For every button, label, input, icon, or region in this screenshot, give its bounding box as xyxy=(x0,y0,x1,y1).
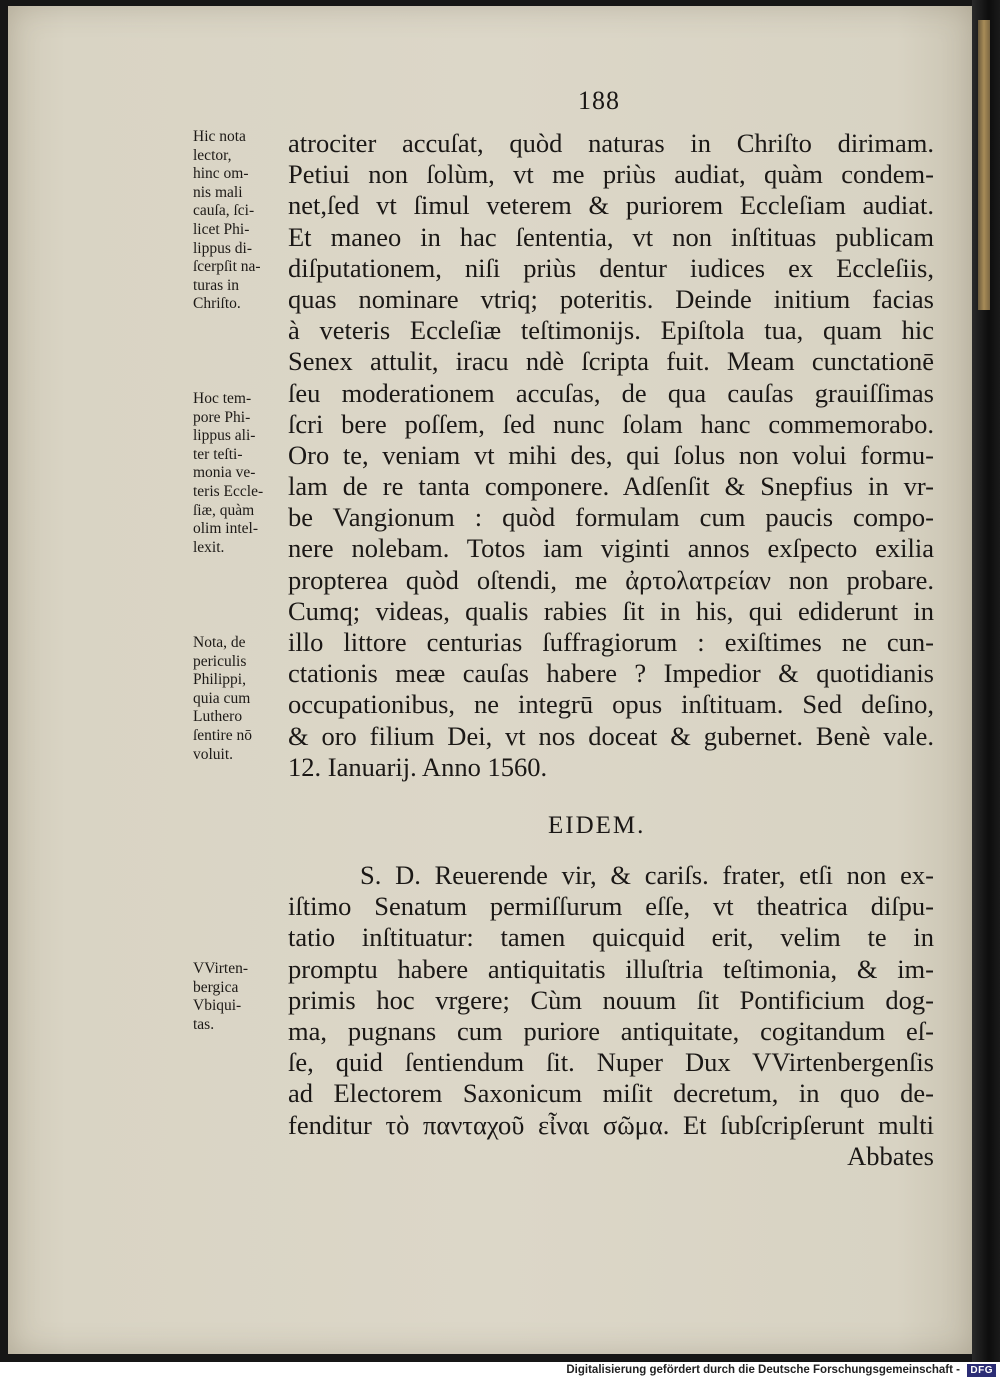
text-line: Oro te, veniam vt mihi des, qui ſolus non volui formu- xyxy=(288,439,934,470)
margin-note-line: Vbiqui- xyxy=(193,997,242,1015)
margin-note-line: periculis xyxy=(193,652,247,670)
text-line: atrociter accuſat, quòd naturas in Chriſto dirimam. xyxy=(288,128,934,158)
margin-note-line: cauſa, ſci- xyxy=(193,202,255,220)
text-line: ſeu moderationem accuſas, de qua cauſas grauiſſimas xyxy=(288,377,934,408)
text-line: diſputationem, niſi priùs dentur iudices ex Eccleſiis, xyxy=(288,252,934,283)
text-line: Cumq; videas, qualis rabies ſit in his, qui ediderunt in xyxy=(288,595,934,626)
margin-note-line: Nota, de xyxy=(193,634,246,651)
text-line: primis hoc vrgere; Cùm nouum ſit Pontificium dog- xyxy=(288,984,934,1015)
margin-note xyxy=(193,390,287,557)
text-line: 12. Ianuarij. Anno 1560. xyxy=(288,751,548,782)
margin-note-line: monia ve- xyxy=(193,464,256,482)
letter-body xyxy=(288,128,934,783)
text-line: & oro filium Dei, vt nos doceat & gubernet. Benè vale. xyxy=(288,720,934,751)
margin-note-line: ſentire nō xyxy=(193,726,252,744)
margin-note-line: lippus ali- xyxy=(193,427,256,445)
margin-note-line: teris Eccle- xyxy=(193,482,264,500)
text-line: illo littore centurias ſuffragiorum : exiſtimes ne cun- xyxy=(288,627,934,657)
margin-note-line: Philippi, xyxy=(193,671,246,689)
letter-body-second xyxy=(288,860,934,1141)
text-line: Senex attulit, iracu ndè ſcripta fuit. Meam cunctationē xyxy=(288,346,934,377)
margin-note xyxy=(193,960,287,1034)
footer-credit: Digitalisierung gefördert durch die Deutsche Forschungsgemeinschaft - xyxy=(566,1364,960,1376)
margin-note-line: bergica xyxy=(193,978,239,996)
text-line: fenditur τὸ πανταχοῦ εἶναι σῶμα. Et ſubſcripſerunt multi xyxy=(288,1109,934,1140)
text-line: promptu habere antiquitatis illuſtria teſtimonia, & im- xyxy=(288,953,934,984)
text-line: à veteris Eccleſiæ teſtimonijs. Epiſtola tua, quam hic xyxy=(288,315,934,346)
text-line: tatio inſtituatur: tamen quicquid erit, velim te in xyxy=(288,922,934,953)
margin-note-line: quia cum xyxy=(193,689,251,707)
margin-note-line: Chriſto. xyxy=(193,295,241,313)
text-line: S. D. Reuerende vir, & cariſs. frater, etſi non ex- xyxy=(360,860,934,890)
margin-note-line: turas in xyxy=(193,276,240,294)
text-line: iſtimo Senatum permiſſurum eſſe, vt theatrica diſpu- xyxy=(288,891,934,922)
text-line: ſe, quid ſentiendum ſit. Nuper Dux VVirtenbergenſis xyxy=(288,1047,934,1078)
text-line: propterea quòd oſtendi, me ἀρτολατρείαν non probare. xyxy=(288,564,934,595)
page-number: 188 xyxy=(578,86,620,115)
text-line: ma, pugnans cum puriore antiquitate, cogitandum eſ- xyxy=(288,1015,934,1046)
margin-note-line: tas. xyxy=(193,1015,215,1033)
text-line: quas nominare vtriq; poteritis. Deinde initium facias xyxy=(288,283,934,314)
margin-note-line: Hoc tem- xyxy=(193,390,252,407)
margin-note xyxy=(193,128,287,314)
margin-note-line: nis mali xyxy=(193,183,243,201)
margin-note-line: licet Phi- xyxy=(193,220,250,238)
margin-note-line: lippus di- xyxy=(193,239,252,257)
margin-note-line: lexit. xyxy=(193,538,225,556)
margin-note xyxy=(193,634,287,764)
margin-note-line: ſcerpſit na- xyxy=(193,258,261,276)
text-line: ſcri bere poſſem, ſed nunc ſolam hanc commemorabo. xyxy=(288,408,934,439)
margin-note-line: Luthero xyxy=(193,708,243,726)
text-line: lam de re tanta componere. Adſenſit & Snepfius in vr- xyxy=(288,471,934,502)
margin-note-line: lector, xyxy=(193,146,232,164)
page-edge-strip xyxy=(978,20,990,310)
text-line: net,ſed vt ſimul veterem & puriorem Eccleſiam audiat. xyxy=(288,190,934,221)
text-line: Petiui non ſolùm, vt me priùs audiat, quàm condem- xyxy=(288,159,934,190)
margin-note-line: hinc om- xyxy=(193,165,249,183)
margin-note-line: olim intel- xyxy=(193,520,259,538)
margin-note-line: pore Phi- xyxy=(193,408,251,426)
text-line: ad Electorem Saxonicum miſit decretum, in quo de- xyxy=(288,1078,934,1109)
text-line: nere nolebam. Totos iam viginti annos exſpecto exilia xyxy=(288,533,934,564)
section-heading: EIDEM. xyxy=(548,812,646,839)
text-line: be Vangionum : quòd formulam cum paucis compo- xyxy=(288,502,934,533)
catchword: Abbates xyxy=(847,1141,934,1171)
text-line: ctationis meæ cauſas habere ? Impedior & quotidianis xyxy=(288,658,934,689)
margin-note-line: VVirten- xyxy=(193,960,249,977)
catchword-wrap xyxy=(288,1141,934,1172)
margin-note-line: ter teſti- xyxy=(193,445,243,463)
margin-note-line: ſiæ, quàm xyxy=(193,501,255,519)
margin-note-line: Hic nota xyxy=(193,128,246,145)
text-line: occupationibus, ne integrū opus inſtituam. Sed deſino, xyxy=(288,689,934,720)
margin-note-line: voluit. xyxy=(193,745,234,763)
dfg-logo: DFG xyxy=(967,1364,996,1377)
text-line: Et maneo in hac ſententia, vt non inſtituas publicam xyxy=(288,221,934,252)
